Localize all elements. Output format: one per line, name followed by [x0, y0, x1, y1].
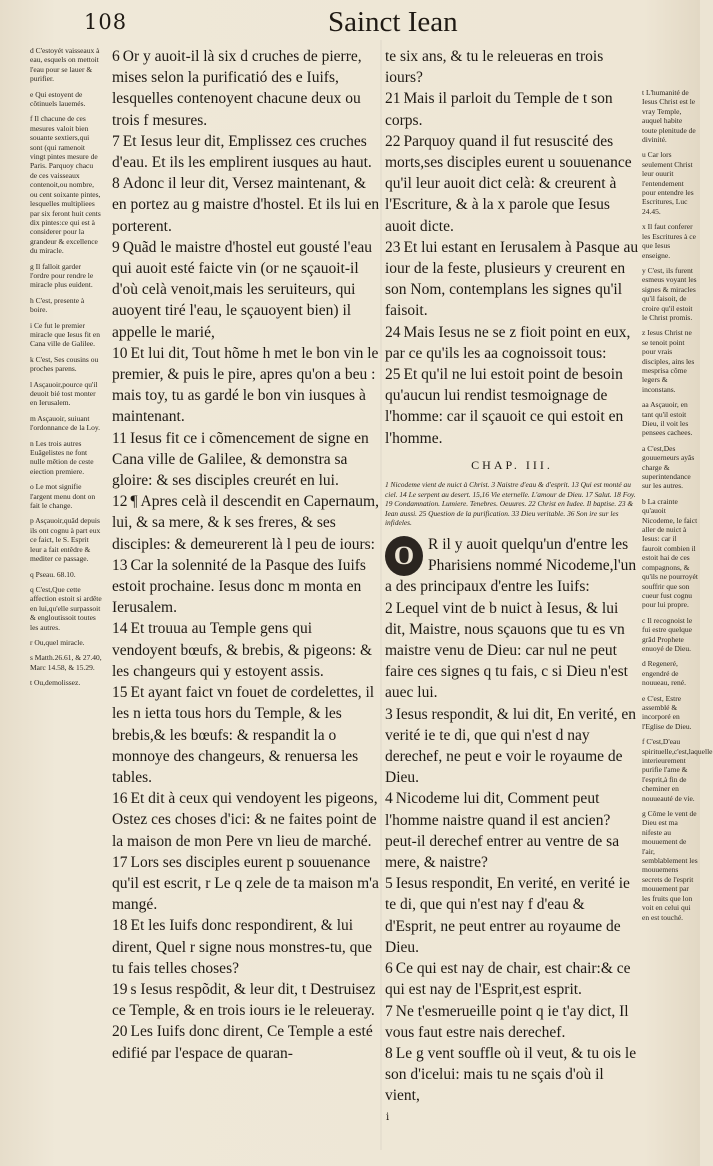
verse-number: 8: [385, 1044, 393, 1062]
verse-text: Et qu'il ne lui estoit point de besoin qu'aucun lui rendist tesmoignage de l'homme: car il sçauoit ce qui estoit en l'homme.: [385, 366, 624, 447]
margin-note: z Iesus Christ ne se tenoit point pour vrais disciples, ains les mesprisa côme legers & inconstans.: [642, 328, 695, 394]
verse-number: 3: [385, 705, 393, 723]
verse-number: 9: [112, 238, 120, 256]
gutter-shadow: [380, 40, 382, 1150]
verse: [112, 491, 380, 555]
verse: [112, 46, 380, 131]
verse-number: 18: [112, 917, 128, 935]
verse-number: 12: [112, 493, 128, 511]
verse-text: Nicodeme lui dit, Comment peut l'homme naistre quand il est ancien? peut-il derechef entrer au ventre de sa mere, & naistre?: [385, 790, 620, 872]
margin-note: g Il falloit garder l'ordre pour rendre le miracle plus euident.: [30, 261, 94, 290]
verse-number: 6: [385, 960, 393, 978]
verse: [385, 598, 639, 704]
verse-number: 22: [385, 132, 401, 150]
verse-text: Et Iesus leur dit, Emplissez ces cruches d'eau. Et ils les emplirent iusques au haut.: [112, 132, 372, 172]
verse-number: 24: [385, 323, 401, 341]
verse-text: Et trouua au Temple gens qui vendoyent bœufs, & brebis, & pigeons: & les changeurs qui y estoyent assis.: [112, 620, 373, 680]
verse-number: 14: [112, 620, 128, 638]
verse: [112, 618, 380, 682]
left-text-column: [112, 46, 380, 1064]
verse: [112, 915, 380, 979]
verse: [385, 1001, 639, 1043]
chapter-summary: 1 Nicodeme vient de nuict à Christ. 3 Naistre d'eau & d'esprit. 13 Qui est monté au ciel. 14 Le serpent au desert. 15,16 Vie eternelle. L'amour de Dieu. 17 Salut. 18 Foy. 19 Condamnation. Lumiere. Tenebres. Oeuures. 22 Christ en Iudee. Il baptise. 23 & Iean aussi. 25 Question de la purification. 33 Dieu veritable. 36 Son ire sur les infideles.: [385, 480, 636, 528]
verse-text: Et dit à ceux qui vendoyent les pigeons, Ostez ces choses d'ici: & ne faites point de la maison de mon Pere vn lieu de marché.: [112, 790, 378, 850]
verse: [112, 979, 380, 1021]
verse: [112, 852, 380, 916]
verse-text: te six ans, & tu le releueras en trois iours?: [385, 48, 604, 87]
verse-text: Et lui dit, Tout hõme h met le bon vin le premier, & puis le pire, apres qu'on a beu : mais toy, tu as gardé le bon vin iusques à maintenant.: [112, 344, 379, 426]
verse-text: Lors ses disciples eurent p souuenance qu'il est escrit, r Le q zele de ta maison m'a mangé.: [112, 853, 379, 914]
margin-note: q C'est,Que cette affection estoit si ardête en lui,qu'elle surpassoit & engloutissoit toutes les autres.: [30, 584, 102, 632]
verse-number: 6: [112, 48, 120, 65]
verse: [112, 555, 380, 619]
verse-number: 25: [385, 366, 401, 384]
verse-number: 2: [385, 599, 393, 617]
verse-text: R il y auoit quelqu'un d'entre les Pharisiens nommé Nicodeme,l'un a des principaux d'entre les Iuifs:: [385, 536, 637, 596]
verse-number: 23: [385, 238, 401, 256]
chapter-verses: [385, 534, 639, 1106]
verse-text: Iesus respondit, & lui dit, En verité, en verité ie te di, que qui n'est d nay derechef, ne peut e voir le royaume de Dieu.: [385, 705, 636, 787]
margin-note: y C'est, ils furent esmeus voyant les signes & miracles qu'il faisoit, de croire qu'il estoit le Christ promis.: [642, 265, 697, 322]
verse-text: Et ayant faict vn fouet de cordelettes, il les n ietta tous hors du Temple, & les brebis,& les bœufs: & respandit la o monnoye des changeurs, & renuersa les tables.: [112, 684, 375, 786]
chapter-heading: CHAP. III.: [471, 457, 553, 472]
verse: [385, 46, 639, 88]
running-title: Sainct Iean: [328, 6, 458, 38]
verse-text: Mais il parloit du Temple de t son corps.: [385, 90, 613, 129]
margin-note: m Asçauoir, suiuant l'ordonnance de la Loy.: [30, 413, 101, 433]
verse-number: 20: [112, 1023, 128, 1041]
verse: [112, 173, 380, 237]
margin-note: i Ce fut le premier miracle que Iesus fit en Cana ville de Galilee.: [30, 320, 100, 349]
signature-mark: i: [386, 1112, 390, 1123]
verse: [385, 958, 639, 1000]
margin-note: aa Asçauoir, en tant qu'il estoit Dieu, il voit les pensees cachees.: [642, 400, 693, 438]
verse: [112, 428, 380, 492]
verse: [385, 131, 639, 237]
verse-text: Le g vent souffle où il veut, & tu ois le son d'icelui: mais tu ne sçais d'où il vient,: [385, 1044, 637, 1105]
margin-note: t Ou,demolissez.: [30, 678, 81, 688]
margin-note: e C'est, Estre assemblé & incorporé en l'Eglise de Dieu.: [642, 693, 692, 731]
verse-number: 17: [112, 853, 128, 871]
verse-number: 10: [112, 344, 128, 362]
verse: [385, 322, 639, 364]
verse-text: Car la solennité de la Pasque des Iuifs estoit prochaine. Iesus donc m monta en Ierusalem.: [112, 556, 366, 617]
drop-cap-initial: O: [385, 536, 423, 576]
margin-note: t L'humanité de Iesus Christ est le vray Temple, auquel habite toute plenitude de divinité.: [642, 88, 696, 145]
verse-text: Et lui estant en Ierusalem à Pasque au iour de la feste, plusieurs y creurent en son Nom, contemplans les signes qu'il faisoit.: [385, 238, 639, 320]
verse: [385, 788, 639, 873]
margin-note: f C'est,D'eau spirituelle,c'est,laquelle interieurement purifie l'ame & l'esprit,à fin de cheminer en nouueauté de vie.: [642, 737, 713, 803]
verse: [112, 682, 380, 788]
verse: [385, 88, 639, 130]
margin-note: p Asçauoir,quãd depuis ils ont cognu à part eux ce faict, le S. Esprit leur a fait entêdre & mediter ce passage.: [30, 516, 101, 564]
margin-note: a C'est,Des gouuerneurs ayãs charge & superintendance sur les autres.: [642, 443, 695, 491]
margin-note: k C'est, Ses cousins ou proches parens.: [30, 354, 99, 374]
verse-number: 13: [112, 556, 128, 574]
verse-text: Parquoy quand il fut resuscité des morts,ses disciples eurent u souuenance qu'il leur auoit dict celà: & creurent à l'Escriture, & à la x parole que Iesus auoit dicte.: [385, 132, 632, 235]
margin-note: l Asçauoir,pource qu'il deuoit bié tost monter en Ierusalem.: [30, 379, 98, 408]
verse-number: 8: [112, 175, 120, 193]
margin-note: g Côme le vent de Dieu est ma nifeste au mouuement de l'air, semblablement les mouuemens secrets de l'esprit mouuement par les fruits que lon voit en celui qui en est touché.: [642, 809, 698, 922]
margin-note: u Car lors seulement Christ leur ouurit l'entendement pour entendre les Escritures, Luc 24.45.: [642, 150, 694, 216]
margin-note: f Il chacune de ces mesures valoit bien souante sextiers,qui sont (qui ramenoit vingt pintes mesure de Paris. Parquoy chacu de ces vaisseaux contenoit,ou nombre, ou cent soixante pintes, lesquelles multipliees par six feront huit cents dix pintes:ce qui est à considerer pour la grandeur & excellence du miracle.: [30, 114, 101, 256]
verse: [112, 1021, 380, 1063]
verse-text: Mais Iesus ne se z fioit point en eux, par ce qu'ils les aa cognoissoit tous:: [385, 323, 631, 362]
verse-text: Et les Iuifs donc respondirent, & lui dirent, Quel r signe nous monstres-tu, que tu fais telles choses?: [112, 917, 373, 977]
verse-text: Les Iuifs donc dirent, Ce Temple a esté edifié par l'espace de quaran-: [112, 1023, 373, 1062]
margin-note: x Il faut conferer les Escritures à ce que Iesus enseigne.: [642, 222, 696, 260]
margin-note: d Regeneré, engendré de nouueau, rené.: [642, 659, 686, 688]
page-header: [0, 6, 700, 40]
verse: [112, 131, 380, 173]
verse-text: s Iesus respõdit, & leur dit, t Destruisez ce Temple, & en trois iours ie le releueray.: [112, 980, 376, 1020]
right-text-column: [385, 46, 639, 1107]
verse-number: 16: [112, 790, 128, 808]
verse: [385, 534, 639, 598]
margin-note: r Ou,quel miracle.: [30, 637, 85, 647]
verse-text: ¶ Apres celà il descendit en Capernaum, lui, & sa mere, & k ses freres, & ses disciples: & demeurerent là l peu de iours:: [112, 493, 379, 553]
margin-note: q Pseau. 68.10.: [30, 569, 76, 579]
verse: [112, 788, 380, 852]
verse-number: 7: [385, 1002, 393, 1020]
verse-text: Ne t'esmerueille point q ie t'ay dict, Il vous faut estre nais derechef.: [385, 1002, 629, 1041]
verse-number: 7: [112, 132, 120, 150]
right-column-verses: [385, 46, 639, 449]
margin-note: n Les trois autres Euãgelistes ne font nulle mêtion de ceste eiection premiere.: [30, 438, 94, 476]
verse: [385, 364, 639, 449]
verse-text: Ce qui est nay de chair, est chair:& ce qui est nay de l'Esprit,est esprit.: [385, 960, 631, 999]
margin-note: s Matth.26.61, & 27.40, Marc 14.58, & 15.29.: [30, 653, 102, 672]
verse-number: 21: [385, 90, 401, 108]
verse-number: 4: [385, 790, 393, 808]
margin-note: h C'est, presente à boire.: [30, 295, 85, 315]
verse: [385, 1043, 639, 1107]
verse: [385, 237, 639, 322]
verse-text: Lequel vint de b nuict à Iesus, & lui dit, Maistre, nous sçauons que tu es vn maistre venu de Dieu: car nul ne peut faire ces signes q tu fais, c si Dieu n'est auec lui.: [385, 599, 628, 702]
margin-note: c Il recognoist le fui estre quelque grãd Prophete enuoyé de Dieu.: [642, 615, 693, 653]
left-margin-notes: [30, 46, 102, 694]
margin-note: o Le mot signifie l'argent menu dont on fait le change.: [30, 482, 96, 511]
margin-note: b La crainte qu'auoit Nicodeme, le faict aller de nuict à Iesus: car il fauroit combien il estoit hai de ces compagnons, & qu'ils ne pourroyét souffrir que son cueur fust cognu pour lui propre.: [642, 496, 698, 610]
verse-number: 11: [112, 429, 127, 447]
verse: [385, 704, 639, 789]
verse-number: 15: [112, 684, 128, 702]
verse: [112, 343, 380, 428]
verse-text: Iesus respondit, En verité, en verité ie te di, que qui n'est nay f d'eau & d'Esprit, ne peut entrer au royaume de Dieu.: [385, 875, 630, 956]
verse-text: Or y auoit-il là six d cruches de pierre, mises selon la purificatió des e Iuifs, lesquelles contenoyent chacune deux ou trois f mesures.: [112, 48, 362, 129]
verse: [385, 873, 639, 958]
right-margin-notes: [642, 88, 713, 928]
page-number: 108: [84, 10, 128, 34]
margin-note: d C'estoyét vaisseaux à eau, esquels on mettoit l'eau pour se lauer & purifier.: [30, 46, 100, 84]
verse-text: Iesus fit ce i cõmencement de signe en Cana ville de Galilee, & demonstra sa gloire: & ses disciples creurét en lui.: [112, 429, 369, 490]
verse-number: 5: [385, 875, 393, 893]
verse-number: 19: [112, 980, 128, 998]
verse-text: Adonc il leur dit, Versez maintenant, & en portez au g maistre d'hostel. Et ils lui en porterent.: [112, 175, 380, 235]
verse: [112, 237, 380, 343]
margin-note: e Qui estoyent de côtinuels lauemés.: [30, 89, 86, 109]
verse-text: Quãd le maistre d'hostel eut gousté l'eau qui auoit esté faicte vin (or ne sçauoit-il d'où celà venoit,mais les seruiteurs, qui auoyent tiré l'eau, le sçauoyent bien) il appelle le marié,: [112, 238, 372, 341]
